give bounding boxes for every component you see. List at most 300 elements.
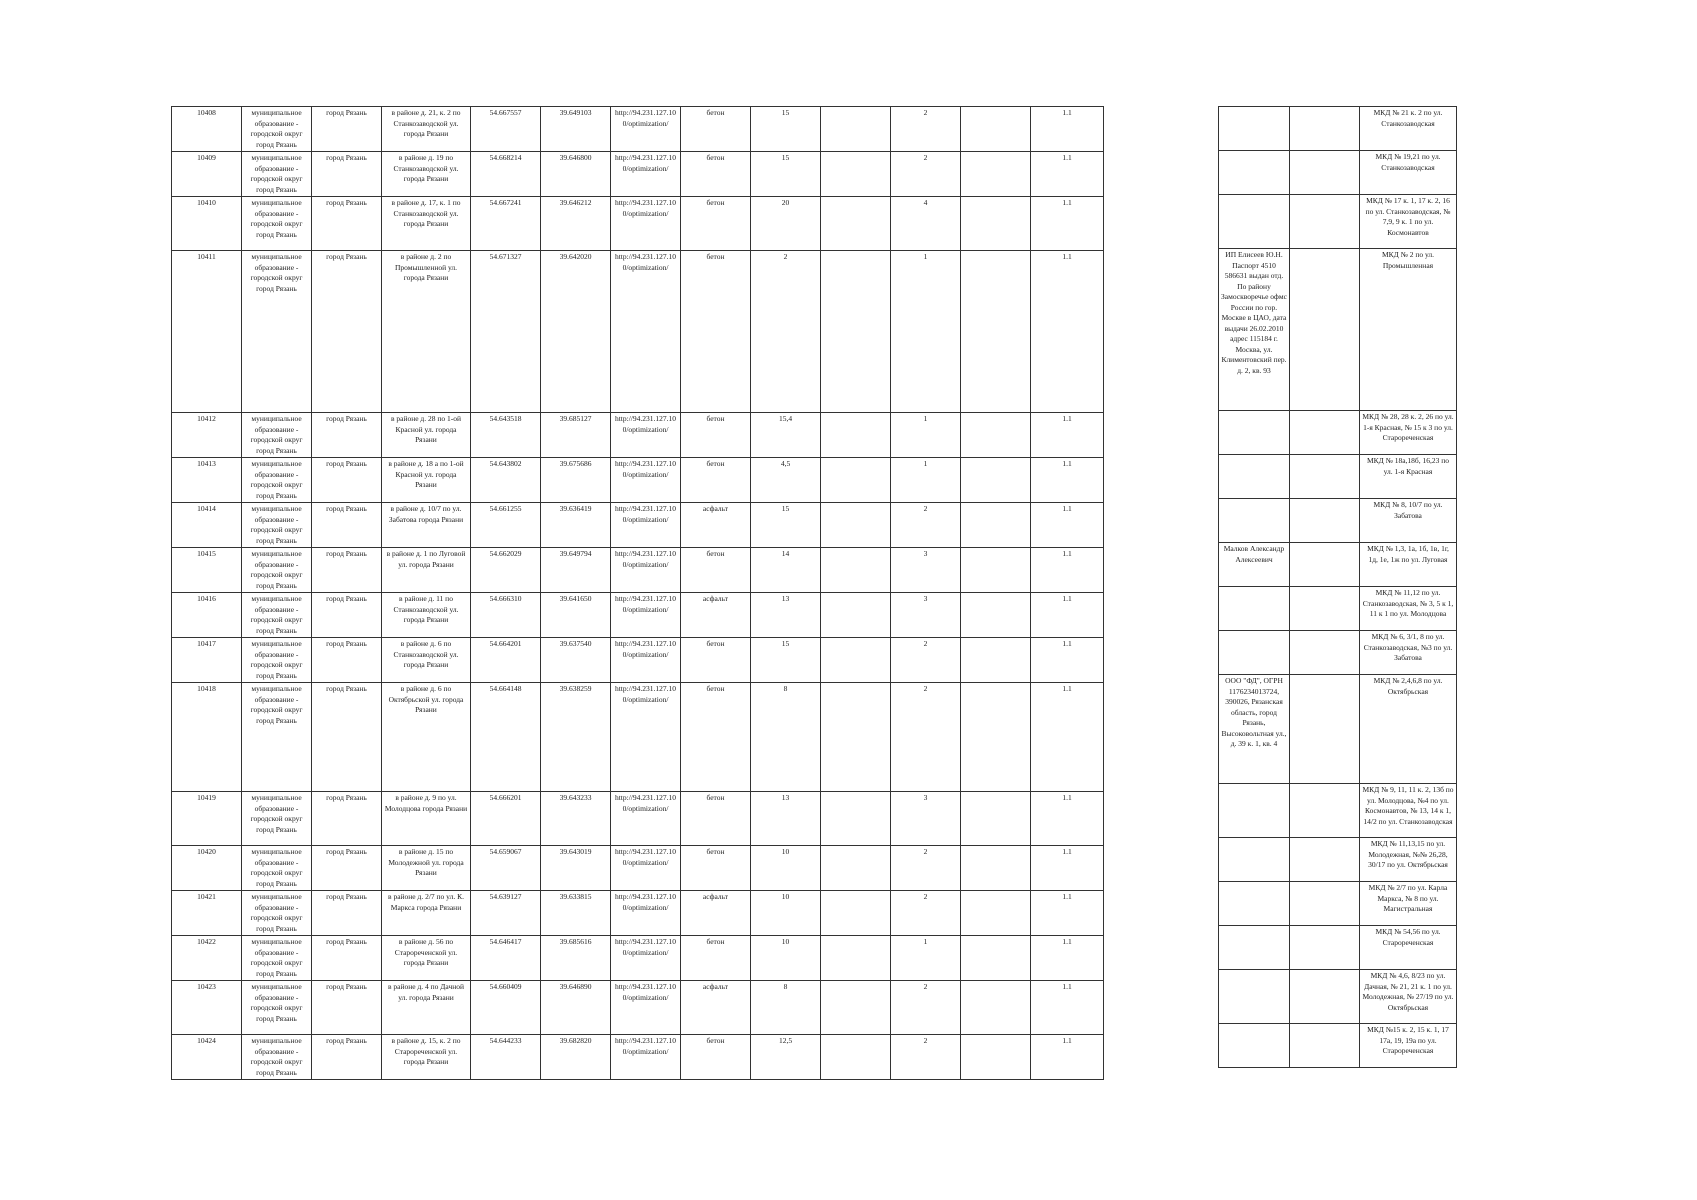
area-cell: 15 [751, 152, 821, 197]
area-cell: 2 [751, 251, 821, 413]
container-count-cell: 2 [891, 107, 961, 152]
owner-cell [1219, 499, 1290, 543]
longitude-cell: 39.643019 [541, 846, 611, 891]
container-count-cell: 3 [891, 792, 961, 846]
owner-cell [1219, 970, 1290, 1024]
url-cell: http://94.231.127.10 0/optimization/ [611, 683, 681, 792]
volume-cell: 1.1 [1031, 936, 1104, 981]
volume-cell: 1.1 [1031, 152, 1104, 197]
surface-cell: бетон [681, 638, 751, 683]
organization-cell: муниципальное образование - городской округ город Рязань [242, 846, 312, 891]
table-row [172, 152, 1104, 197]
table-row [172, 251, 1104, 413]
table-row [172, 1035, 1104, 1080]
surface-cell: асфальт [681, 981, 751, 1035]
area-cell: 20 [751, 197, 821, 251]
volume-cell: 1.1 [1031, 251, 1104, 413]
table-row [1219, 882, 1457, 926]
table-row [1219, 411, 1457, 455]
city-cell: город Рязань [312, 197, 382, 251]
owner-cell [1219, 411, 1290, 455]
longitude-cell: 39.675686 [541, 458, 611, 503]
organization-cell: муниципальное образование - городской округ город Рязань [242, 107, 312, 152]
row-number: 10415 [172, 548, 242, 593]
row-number: 10408 [172, 107, 242, 152]
organization-cell: муниципальное образование - городской округ город Рязань [242, 683, 312, 792]
table-row [172, 197, 1104, 251]
empty-cell [961, 846, 1031, 891]
url-cell: http://94.231.127.10 0/optimization/ [611, 503, 681, 548]
empty-cell [961, 593, 1031, 638]
owner-cell [1219, 455, 1290, 499]
table-row [1219, 970, 1457, 1024]
row-number: 10411 [172, 251, 242, 413]
latitude-cell: 54.659067 [471, 846, 541, 891]
surface-cell: бетон [681, 548, 751, 593]
area-cell: 10 [751, 846, 821, 891]
area-cell: 10 [751, 891, 821, 936]
longitude-cell: 39.646800 [541, 152, 611, 197]
location-cell: в районе д. 2 по Промышленной ул. города Рязани [382, 251, 471, 413]
location-cell: в районе д. 56 по Старореченской ул. города Рязани [382, 936, 471, 981]
row-number: 10409 [172, 152, 242, 197]
waste-source-cell: МКД №15 к. 2, 15 к. 1, 17 17а, 19, 19а по ул. Старореченская [1360, 1024, 1457, 1068]
empty-cell [961, 107, 1031, 152]
container-count-cell: 2 [891, 503, 961, 548]
row-number: 10418 [172, 683, 242, 792]
volume-cell: 1.1 [1031, 458, 1104, 503]
surface-cell: бетон [681, 846, 751, 891]
surface-cell: бетон [681, 458, 751, 503]
empty-cell [1290, 882, 1360, 926]
empty-cell [1290, 543, 1360, 587]
table-row [172, 503, 1104, 548]
surface-cell: бетон [681, 936, 751, 981]
empty-cell [1290, 195, 1360, 249]
volume-cell: 1.1 [1031, 593, 1104, 638]
container-count-cell: 3 [891, 548, 961, 593]
location-cell: в районе д. 1 по Луговой ул. города Рязани [382, 548, 471, 593]
longitude-cell: 39.636419 [541, 503, 611, 548]
organization-cell: муниципальное образование - городской округ город Рязань [242, 638, 312, 683]
row-number: 10410 [172, 197, 242, 251]
url-cell: http://94.231.127.10 0/optimization/ [611, 107, 681, 152]
volume-cell: 1.1 [1031, 981, 1104, 1035]
table-row [172, 107, 1104, 152]
waste-source-cell: МКД № 6, 3/1, 8 по ул. Станкозаводская, №3 по ул. Забатова [1360, 631, 1457, 675]
location-cell: в районе д. 10/7 по ул. Забатова города Рязани [382, 503, 471, 548]
url-cell: http://94.231.127.10 0/optimization/ [611, 638, 681, 683]
empty-cell [1290, 151, 1360, 195]
table-row [1219, 675, 1457, 784]
table-row [1219, 926, 1457, 970]
url-cell: http://94.231.127.10 0/optimization/ [611, 891, 681, 936]
owner-cell [1219, 631, 1290, 675]
table-row [1219, 249, 1457, 411]
empty-cell [1290, 249, 1360, 411]
table-row [1219, 631, 1457, 675]
volume-cell: 1.1 [1031, 638, 1104, 683]
owner-cell [1219, 838, 1290, 882]
row-number: 10413 [172, 458, 242, 503]
table-row [172, 981, 1104, 1035]
waste-source-cell: МКД № 19,21 по ул. Станкозаводская [1360, 151, 1457, 195]
row-number: 10419 [172, 792, 242, 846]
owner-cell [1219, 1024, 1290, 1068]
owner-cell [1219, 107, 1290, 151]
empty-cell [821, 638, 891, 683]
volume-cell: 1.1 [1031, 1035, 1104, 1080]
longitude-cell: 39.685616 [541, 936, 611, 981]
empty-cell [821, 107, 891, 152]
owner-cell [1219, 784, 1290, 838]
empty-cell [1290, 784, 1360, 838]
empty-cell [1290, 455, 1360, 499]
container-count-cell: 2 [891, 638, 961, 683]
waste-source-cell: МКД № 2 по ул. Промышленная [1360, 249, 1457, 411]
longitude-cell: 39.637540 [541, 638, 611, 683]
registry-table-main [171, 106, 1104, 1080]
latitude-cell: 54.664148 [471, 683, 541, 792]
waste-source-cell: МКД № 1,3, 1а, 1б, 1в, 1г, 1д, 1е, 1ж по ул. Луговая [1360, 543, 1457, 587]
latitude-cell: 54.668214 [471, 152, 541, 197]
location-cell: в районе д. 9 по ул. Молодцова города Рязани [382, 792, 471, 846]
waste-source-cell: МКД № 9, 11, 11 к. 2, 13б по ул. Молодцова, №4 по ул. Космонавтов, № 13, 14 к 1, 14/2 по ул. Станкозаводская [1360, 784, 1457, 838]
location-cell: в районе д. 4 по Дачной ул. города Рязани [382, 981, 471, 1035]
empty-cell [821, 683, 891, 792]
area-cell: 8 [751, 981, 821, 1035]
latitude-cell: 54.643802 [471, 458, 541, 503]
url-cell: http://94.231.127.10 0/optimization/ [611, 936, 681, 981]
waste-source-cell: МКД № 17 к. 1, 17 к. 2, 16 по ул. Станкозаводская, № 7,9, 9 к. 1 по ул. Космонавтов [1360, 195, 1457, 249]
owner-cell [1219, 195, 1290, 249]
city-cell: город Рязань [312, 638, 382, 683]
location-cell: в районе д. 15 по Молодежной ул. города Рязани [382, 846, 471, 891]
empty-cell [961, 683, 1031, 792]
empty-cell [1290, 587, 1360, 631]
table-row [172, 593, 1104, 638]
latitude-cell: 54.643518 [471, 413, 541, 458]
url-cell: http://94.231.127.10 0/optimization/ [611, 792, 681, 846]
organization-cell: муниципальное образование - городской округ город Рязань [242, 792, 312, 846]
empty-cell [821, 1035, 891, 1080]
table-row [172, 548, 1104, 593]
empty-cell [821, 846, 891, 891]
latitude-cell: 54.639127 [471, 891, 541, 936]
location-cell: в районе д. 11 по Станкозаводской ул. города Рязани [382, 593, 471, 638]
volume-cell: 1.1 [1031, 683, 1104, 792]
organization-cell: муниципальное образование - городской округ город Рязань [242, 197, 312, 251]
empty-cell [821, 152, 891, 197]
container-count-cell: 2 [891, 683, 961, 792]
location-cell: в районе д. 21, к. 2 по Станкозаводской ул. города Рязани [382, 107, 471, 152]
empty-cell [821, 458, 891, 503]
organization-cell: муниципальное образование - городской округ город Рязань [242, 1035, 312, 1080]
table-row [1219, 195, 1457, 249]
longitude-cell: 39.649103 [541, 107, 611, 152]
table-row [1219, 587, 1457, 631]
area-cell: 15 [751, 107, 821, 152]
volume-cell: 1.1 [1031, 107, 1104, 152]
longitude-cell: 39.649794 [541, 548, 611, 593]
empty-cell [1290, 411, 1360, 455]
location-cell: в районе д. 18 а по 1-ой Красной ул. города Рязани [382, 458, 471, 503]
empty-cell [961, 413, 1031, 458]
city-cell: город Рязань [312, 503, 382, 548]
owner-cell: Малков Александр Алексеевич [1219, 543, 1290, 587]
area-cell: 13 [751, 792, 821, 846]
table-row [172, 891, 1104, 936]
latitude-cell: 54.666310 [471, 593, 541, 638]
container-count-cell: 1 [891, 936, 961, 981]
latitude-cell: 54.667557 [471, 107, 541, 152]
empty-cell [961, 503, 1031, 548]
waste-source-cell: МКД № 54,56 по ул. Старореченская [1360, 926, 1457, 970]
container-count-cell: 4 [891, 197, 961, 251]
organization-cell: муниципальное образование - городской округ город Рязань [242, 458, 312, 503]
volume-cell: 1.1 [1031, 503, 1104, 548]
owner-cell: ООО "ФД", ОГРН 1176234013724, 390026, Рязанская область, город Рязань, Высоковольтная ул., д. 39 к. 1, кв. 4 [1219, 675, 1290, 784]
table-row [1219, 499, 1457, 543]
empty-cell [961, 1035, 1031, 1080]
container-count-cell: 1 [891, 458, 961, 503]
row-number: 10421 [172, 891, 242, 936]
container-count-cell: 3 [891, 593, 961, 638]
longitude-cell: 39.643233 [541, 792, 611, 846]
empty-cell [821, 413, 891, 458]
empty-cell [961, 792, 1031, 846]
table-row [1219, 107, 1457, 151]
city-cell: город Рязань [312, 1035, 382, 1080]
empty-cell [1290, 838, 1360, 882]
row-number: 10423 [172, 981, 242, 1035]
url-cell: http://94.231.127.10 0/optimization/ [611, 548, 681, 593]
area-cell: 15,4 [751, 413, 821, 458]
surface-cell: бетон [681, 683, 751, 792]
empty-cell [821, 792, 891, 846]
table-row [172, 683, 1104, 792]
url-cell: http://94.231.127.10 0/optimization/ [611, 152, 681, 197]
row-number: 10420 [172, 846, 242, 891]
city-cell: город Рязань [312, 152, 382, 197]
surface-cell: бетон [681, 251, 751, 413]
registry-table-continuation [1218, 106, 1457, 1068]
city-cell: город Рязань [312, 593, 382, 638]
location-cell: в районе д. 2/7 по ул. К. Маркса города Рязани [382, 891, 471, 936]
url-cell: http://94.231.127.10 0/optimization/ [611, 413, 681, 458]
longitude-cell: 39.646890 [541, 981, 611, 1035]
volume-cell: 1.1 [1031, 846, 1104, 891]
surface-cell: бетон [681, 1035, 751, 1080]
empty-cell [961, 638, 1031, 683]
longitude-cell: 39.633815 [541, 891, 611, 936]
location-cell: в районе д. 19 по Станкозаводской ул. города Рязани [382, 152, 471, 197]
container-count-cell: 1 [891, 251, 961, 413]
area-cell: 4,5 [751, 458, 821, 503]
empty-cell [961, 548, 1031, 593]
empty-cell [961, 251, 1031, 413]
city-cell: город Рязань [312, 981, 382, 1035]
row-number: 10414 [172, 503, 242, 548]
owner-cell [1219, 926, 1290, 970]
surface-cell: бетон [681, 792, 751, 846]
location-cell: в районе д. 28 по 1-ой Красной ул. города Рязани [382, 413, 471, 458]
empty-cell [821, 503, 891, 548]
location-cell: в районе д. 6 по Станкозаводской ул. города Рязани [382, 638, 471, 683]
city-cell: город Рязань [312, 413, 382, 458]
area-cell: 8 [751, 683, 821, 792]
organization-cell: муниципальное образование - городской округ город Рязань [242, 981, 312, 1035]
empty-cell [821, 936, 891, 981]
latitude-cell: 54.661255 [471, 503, 541, 548]
table-row [1219, 455, 1457, 499]
table-row [172, 936, 1104, 981]
location-cell: в районе д. 17, к. 1 по Станкозаводской ул. города Рязани [382, 197, 471, 251]
organization-cell: муниципальное образование - городской округ город Рязань [242, 548, 312, 593]
waste-source-cell: МКД № 8, 10/7 по ул. Забатова [1360, 499, 1457, 543]
table-row [172, 792, 1104, 846]
empty-cell [961, 152, 1031, 197]
url-cell: http://94.231.127.10 0/optimization/ [611, 593, 681, 638]
empty-cell [961, 458, 1031, 503]
surface-cell: асфальт [681, 503, 751, 548]
city-cell: город Рязань [312, 251, 382, 413]
url-cell: http://94.231.127.10 0/optimization/ [611, 251, 681, 413]
empty-cell [961, 891, 1031, 936]
owner-cell [1219, 151, 1290, 195]
container-count-cell: 2 [891, 152, 961, 197]
organization-cell: муниципальное образование - городской округ город Рязань [242, 891, 312, 936]
empty-cell [961, 197, 1031, 251]
longitude-cell: 39.685127 [541, 413, 611, 458]
container-count-cell: 2 [891, 891, 961, 936]
empty-cell [821, 548, 891, 593]
surface-cell: асфальт [681, 593, 751, 638]
volume-cell: 1.1 [1031, 792, 1104, 846]
waste-source-cell: МКД № 11,13,15 по ул. Молодежная, №№ 26,28, 30/17 по ул. Октябрьская [1360, 838, 1457, 882]
latitude-cell: 54.664201 [471, 638, 541, 683]
empty-cell [1290, 1024, 1360, 1068]
organization-cell: муниципальное образование - городской округ город Рязань [242, 251, 312, 413]
location-cell: в районе д. 6 по Октябрьской ул. города Рязани [382, 683, 471, 792]
row-number: 10424 [172, 1035, 242, 1080]
table-row [1219, 151, 1457, 195]
empty-cell [961, 981, 1031, 1035]
surface-cell: бетон [681, 107, 751, 152]
longitude-cell: 39.642020 [541, 251, 611, 413]
organization-cell: муниципальное образование - городской округ город Рязань [242, 593, 312, 638]
surface-cell: бетон [681, 152, 751, 197]
row-number: 10422 [172, 936, 242, 981]
table-row [1219, 838, 1457, 882]
organization-cell: муниципальное образование - городской округ город Рязань [242, 152, 312, 197]
empty-cell [1290, 631, 1360, 675]
city-cell: город Рязань [312, 936, 382, 981]
waste-source-cell: МКД № 11,12 по ул. Станкозаводская, № 3, 5 к 1, 11 к 1 по ул. Молодцова [1360, 587, 1457, 631]
container-count-cell: 2 [891, 846, 961, 891]
empty-cell [821, 981, 891, 1035]
area-cell: 12,5 [751, 1035, 821, 1080]
latitude-cell: 54.644233 [471, 1035, 541, 1080]
longitude-cell: 39.641650 [541, 593, 611, 638]
organization-cell: муниципальное образование - городской округ город Рязань [242, 413, 312, 458]
row-number: 10412 [172, 413, 242, 458]
latitude-cell: 54.646417 [471, 936, 541, 981]
container-count-cell: 1 [891, 413, 961, 458]
empty-cell [821, 593, 891, 638]
surface-cell: асфальт [681, 891, 751, 936]
empty-cell [1290, 926, 1360, 970]
url-cell: http://94.231.127.10 0/optimization/ [611, 981, 681, 1035]
table-row [172, 638, 1104, 683]
city-cell: город Рязань [312, 683, 382, 792]
latitude-cell: 54.671327 [471, 251, 541, 413]
city-cell: город Рязань [312, 548, 382, 593]
empty-cell [821, 251, 891, 413]
location-cell: в районе д. 15, к. 2 по Старореченской ул. города Рязани [382, 1035, 471, 1080]
area-cell: 15 [751, 638, 821, 683]
city-cell: город Рязань [312, 846, 382, 891]
waste-source-cell: МКД № 28, 28 к. 2, 26 по ул. 1-я Красная, № 15 к 3 по ул. Старореченская [1360, 411, 1457, 455]
volume-cell: 1.1 [1031, 197, 1104, 251]
city-cell: город Рязань [312, 891, 382, 936]
volume-cell: 1.1 [1031, 548, 1104, 593]
longitude-cell: 39.646212 [541, 197, 611, 251]
waste-source-cell: МКД № 18а,18б, 16,23 по ул. 1-я Красная [1360, 455, 1457, 499]
waste-source-cell: МКД № 2,4,6,8 по ул. Октябрьская [1360, 675, 1457, 784]
owner-cell: ИП Елисеев Ю.Н. Паспорт 4510 586631 выдан отд. По району Замоскворечье офмс России по гор. Москве в ЦАО, дата выдачи 26.02.2010 адрес 115184 г. Москва, ул. Климентовский пер. д. 2, кв. 93 [1219, 249, 1290, 411]
container-count-cell: 2 [891, 1035, 961, 1080]
area-cell: 13 [751, 593, 821, 638]
area-cell: 14 [751, 548, 821, 593]
url-cell: http://94.231.127.10 0/optimization/ [611, 846, 681, 891]
empty-cell [961, 936, 1031, 981]
city-cell: город Рязань [312, 792, 382, 846]
url-cell: http://94.231.127.10 0/optimization/ [611, 197, 681, 251]
area-cell: 10 [751, 936, 821, 981]
surface-cell: бетон [681, 197, 751, 251]
empty-cell [1290, 499, 1360, 543]
latitude-cell: 54.660409 [471, 981, 541, 1035]
city-cell: город Рязань [312, 107, 382, 152]
url-cell: http://94.231.127.10 0/optimization/ [611, 1035, 681, 1080]
surface-cell: бетон [681, 413, 751, 458]
city-cell: город Рязань [312, 458, 382, 503]
empty-cell [821, 197, 891, 251]
empty-cell [1290, 970, 1360, 1024]
url-cell: http://94.231.127.10 0/optimization/ [611, 458, 681, 503]
latitude-cell: 54.666201 [471, 792, 541, 846]
waste-source-cell: МКД № 4,6, 8/23 по ул. Дачная, № 21, 21 к. 1 по ул. Молодежная, № 27/19 по ул. Октябрьская [1360, 970, 1457, 1024]
volume-cell: 1.1 [1031, 891, 1104, 936]
table-row [172, 413, 1104, 458]
longitude-cell: 39.638259 [541, 683, 611, 792]
organization-cell: муниципальное образование - городской округ город Рязань [242, 503, 312, 548]
longitude-cell: 39.682820 [541, 1035, 611, 1080]
latitude-cell: 54.667241 [471, 197, 541, 251]
table-row [1219, 784, 1457, 838]
empty-cell [1290, 107, 1360, 151]
table-row [172, 846, 1104, 891]
organization-cell: муниципальное образование - городской округ город Рязань [242, 936, 312, 981]
row-number: 10417 [172, 638, 242, 683]
table-row [172, 458, 1104, 503]
waste-source-cell: МКД № 21 к. 2 по ул. Станкозаводская [1360, 107, 1457, 151]
waste-source-cell: МКД № 2/7 по ул. Карла Маркса, № 8 по ул. Магистральная [1360, 882, 1457, 926]
owner-cell [1219, 587, 1290, 631]
empty-cell [1290, 675, 1360, 784]
area-cell: 15 [751, 503, 821, 548]
